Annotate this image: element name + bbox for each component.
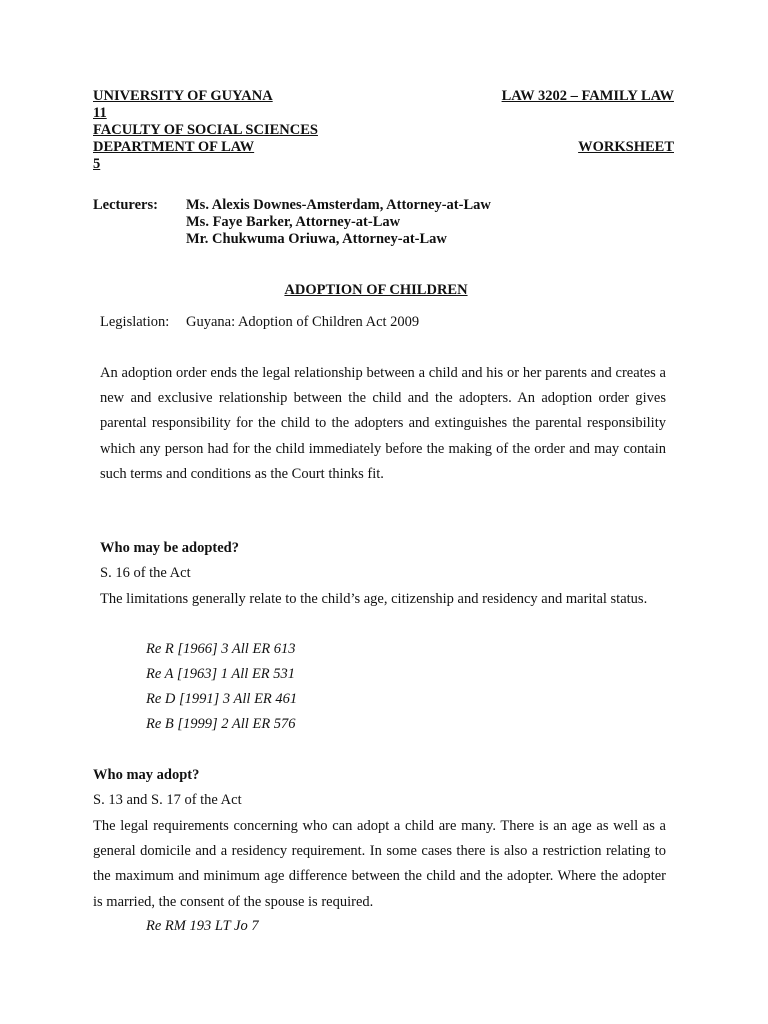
course-code-suffix: 11: [93, 105, 107, 121]
legislation-label: Legislation:: [100, 314, 170, 330]
section-paragraph: The legal requirements concerning who can adopt a child are many. There is an age as well as a general domicile and a residency requirement. In some cases there is also a restriction relating to the maximum and minimum age difference between the child and the adopter. Where the adopter is married, the consent of the spouse is required.: [93, 818, 666, 910]
lecturer-name: Ms. Faye Barker, Attorney-at-Law: [186, 214, 401, 230]
lecturer-name: Mr. Chukwuma Oriuwa, Attorney-at-Law: [186, 231, 447, 247]
case-citation: Re A [1963] 1 All ER 531: [146, 666, 296, 682]
lecturer-name: Ms. Alexis Downes-Amsterdam, Attorney-at-Law: [186, 197, 491, 213]
intro-paragraph: An adoption order ends the legal relationship between a child and his or her parents and creates a new and exclusive relationship between the child and the adopters. An adoption order gives parental responsibility for the child to the adopters and extinguishes the parental responsibility which any person had for the child immediately before the making of the order and may contain such terms and conditions as the Court thinks fit.: [100, 365, 666, 482]
document-title: ADOPTION OF CHILDREN: [284, 282, 468, 298]
faculty-name: FACULTY OF SOCIAL SCIENCES: [93, 122, 318, 138]
case-citation: Re D [1991] 3 All ER 461: [146, 691, 298, 707]
section-heading-who-may-adopt: Who may adopt?: [93, 767, 200, 783]
legislation-value: Guyana: Adoption of Children Act 2009: [186, 314, 420, 330]
case-citation: Re R [1966] 3 All ER 613: [146, 641, 296, 657]
section-heading-who-may-be-adopted: Who may be adopted?: [100, 540, 239, 556]
course-code: LAW 3202 – FAMILY LAW: [501, 88, 674, 104]
case-citation: Re B [1999] 2 All ER 576: [146, 716, 296, 732]
section-reference: S. 16 of the Act: [100, 565, 191, 581]
case-citation: Re RM 193 LT Jo 7: [146, 918, 259, 934]
section-paragraph: The limitations generally relate to the child’s age, citizenship and residency and marital status.: [100, 591, 648, 607]
university-name: UNIVERSITY OF GUYANA: [93, 88, 273, 104]
department-name: DEPARTMENT OF LAW: [93, 139, 255, 155]
lecturers-label: Lecturers:: [93, 197, 158, 213]
worksheet-label: WORKSHEET: [578, 139, 674, 155]
section-reference: S. 13 and S. 17 of the Act: [93, 792, 242, 808]
worksheet-number: 5: [93, 156, 101, 172]
